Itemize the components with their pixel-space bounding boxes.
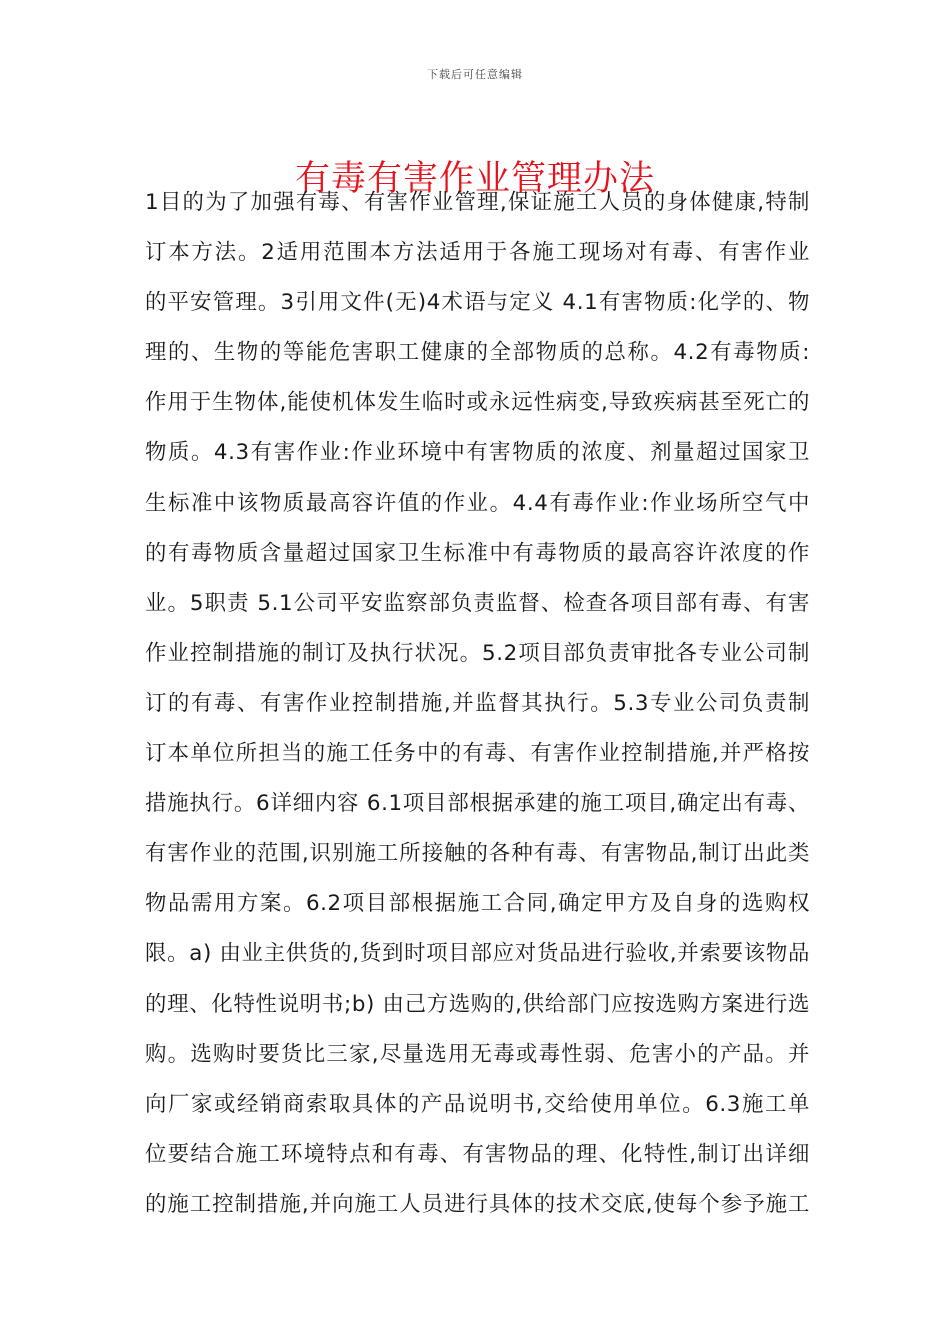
body-line: 订本方法。2适用范围本方法适用于各施工现场对有毒、有害作业 [145,240,810,266]
body-line: 的施工控制措施,并向施工人员进行具体的技术交底,使每个参予施工 [145,1191,810,1217]
body-line: 物品需用方案。6.2项目部根据施工合同,确定甲方及自身的选购权 [145,891,810,917]
body-line: 物质。4.3有害作业:作业环境中有害物质的浓度、剂量超过国家卫 [145,440,810,466]
body-line: 1目的为了加强有毒、有害作业管理,保证施工人员的身体健康,特制 [145,190,810,215]
body-line: 措施执行。6详细内容 6.1项目部根据承建的施工项目,确定出有毒、 [145,791,810,817]
header-note: 下载后可任意编辑 [427,68,523,81]
body-line: 的平安管理。3引用文件(无)4术语与定义 4.1有害物质:化学的、物 [145,290,810,316]
body-line: 订的有毒、有害作业控制措施,并监督其执行。5.3专业公司负责制 [145,690,810,716]
body-line: 的有毒物质含量超过国家卫生标准中有毒物质的最高容许浓度的作 [145,540,810,566]
body-line: 订本单位所担当的施工任务中的有毒、有害作业控制措施,并严格按 [145,741,810,767]
body-line: 理的、生物的等能危害职工健康的全部物质的总称。4.2有毒物质: [145,340,810,366]
body-line: 业。5职责 5.1公司平安监察部负责监督、检查各项目部有毒、有害 [145,590,810,616]
document-body [145,178,810,1230]
body-line: 的理、化特性说明书;b) 由己方选购的,供给部门应按选购方案进行选 [145,991,810,1017]
body-line: 位要结合施工环境特点和有毒、有害物品的理、化特性,制订出详细 [145,1141,810,1167]
body-line: 向厂家或经销商索取具体的产品说明书,交给使用单位。6.3施工单 [145,1091,810,1117]
body-line: 限。a) 由业主供货的,货到时项目部应对货品进行验收,并索要该物品 [145,941,810,967]
body-line: 生标准中该物质最高容许值的作业。4.4有毒作业:作业场所空气中 [145,490,810,516]
body-line: 有害作业的范围,识别施工所接触的各种有毒、有害物品,制订出此类 [145,841,810,867]
body-line: 购。选购时要货比三家,尽量选用无毒或毒性弱、危害小的产品。并 [145,1041,810,1067]
body-line: 作业控制措施的制订及执行状况。5.2项目部负责审批各专业公司制 [145,640,810,666]
document-title: 有毒有害作业管理办法 [294,159,655,200]
body-line: 作用于生物体,能使机体发生临时或永远性病变,导致疾病甚至死亡的 [145,390,810,416]
